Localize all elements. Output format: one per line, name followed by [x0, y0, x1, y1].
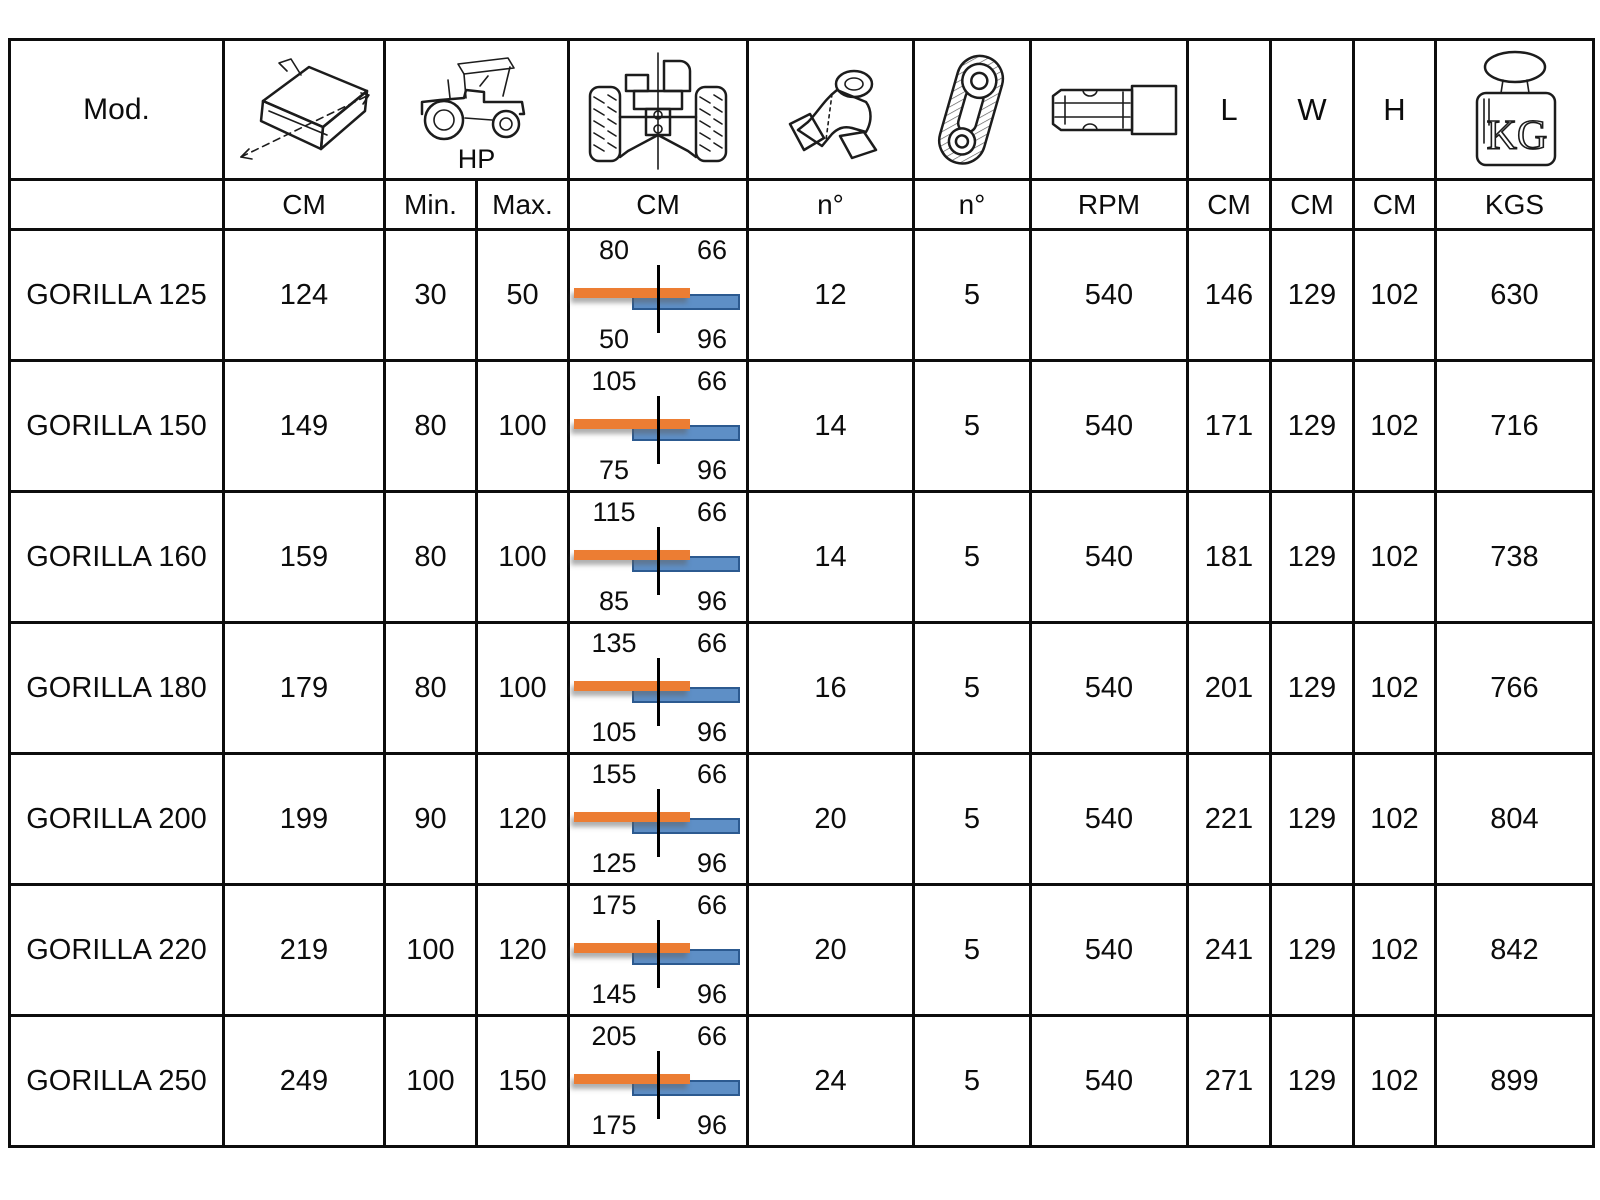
offset-diagram-cell	[569, 361, 748, 492]
length-value: 201	[1188, 623, 1271, 754]
flail-hammer-icon	[766, 52, 896, 168]
offset-top-left: 155	[591, 759, 637, 789]
length-value: 271	[1188, 1016, 1271, 1147]
pto-rpm-value: 540	[1031, 230, 1188, 361]
offset-bottom-left: 75	[598, 455, 630, 485]
width-value: 129	[1271, 885, 1354, 1016]
hp-max-value: 100	[477, 492, 569, 623]
unit-w: CM	[1271, 180, 1354, 230]
flails-value: 20	[748, 885, 914, 1016]
flails-value: 14	[748, 361, 914, 492]
offset-bottom-right: 96	[696, 979, 728, 1009]
working-width-value: 179	[224, 623, 385, 754]
model-name: GORILLA 160	[10, 492, 224, 623]
unit-belts: n°	[914, 180, 1031, 230]
table-row	[10, 492, 1594, 623]
offset-bottom-left: 125	[591, 848, 637, 878]
weight-header	[1436, 40, 1594, 180]
header-icon-row	[10, 40, 1594, 180]
hp-max-value: 100	[477, 361, 569, 492]
orange-bar	[574, 812, 690, 822]
flails-value: 20	[748, 754, 914, 885]
width-value: 129	[1271, 754, 1354, 885]
center-line	[657, 658, 660, 726]
hp-min-value: 30	[385, 230, 477, 361]
working-width-value: 219	[224, 885, 385, 1016]
unit-offset: CM	[569, 180, 748, 230]
hp-header	[385, 40, 569, 180]
unit-h: CM	[1354, 180, 1436, 230]
tractor-rear-icon	[572, 47, 744, 173]
orange-bar	[574, 681, 690, 691]
weight-value: 738	[1436, 492, 1594, 623]
orange-bar	[574, 943, 690, 953]
hp-min-value: 100	[385, 885, 477, 1016]
weight-value: 766	[1436, 623, 1594, 754]
pto-rpm-value: 540	[1031, 361, 1188, 492]
height-value: 102	[1354, 754, 1436, 885]
hp-max-value: 120	[477, 885, 569, 1016]
hp-max-value: 50	[477, 230, 569, 361]
model-name: GORILLA 150	[10, 361, 224, 492]
weight-value: 804	[1436, 754, 1594, 885]
offset-bottom-left: 175	[591, 1110, 637, 1140]
offset-diagram-cell	[569, 230, 748, 361]
height-value: 102	[1354, 885, 1436, 1016]
length-value: 221	[1188, 754, 1271, 885]
offset-bottom-right: 96	[696, 324, 728, 354]
offset-top-right: 66	[696, 235, 728, 265]
belts-value: 5	[914, 885, 1031, 1016]
pto-rpm-value: 540	[1031, 1016, 1188, 1147]
offset-top-right: 66	[696, 628, 728, 658]
pto-rpm-value: 540	[1031, 754, 1188, 885]
pto-header	[1031, 40, 1188, 180]
offset-bottom-left: 105	[591, 717, 637, 747]
width-value: 129	[1271, 623, 1354, 754]
hp-min-value: 80	[385, 361, 477, 492]
empty-unit-cell	[10, 180, 224, 230]
unit-weight: KGS	[1436, 180, 1594, 230]
offset-top-right: 66	[696, 497, 728, 527]
width-value: 129	[1271, 230, 1354, 361]
width-value: 129	[1271, 1016, 1354, 1147]
belts-value: 5	[914, 361, 1031, 492]
weight-value: 630	[1436, 230, 1594, 361]
offset-bottom-right: 96	[696, 455, 728, 485]
height-header: H	[1354, 40, 1436, 180]
working-width-value: 249	[224, 1016, 385, 1147]
hp-min-value: 80	[385, 623, 477, 754]
tractor-side-icon	[402, 52, 552, 144]
offset-diagram	[570, 231, 746, 359]
table-row	[10, 361, 1594, 492]
unit-hp-min: Min.	[385, 180, 477, 230]
orange-bar	[574, 550, 690, 560]
offset-top-right: 66	[696, 1021, 728, 1051]
offset-bottom-left: 85	[598, 586, 630, 616]
table-row	[10, 754, 1594, 885]
table-row	[10, 1016, 1594, 1147]
table-row	[10, 885, 1594, 1016]
model-name: GORILLA 125	[10, 230, 224, 361]
offset-diagram-cell	[569, 754, 748, 885]
height-value: 102	[1354, 492, 1436, 623]
working-width-value: 159	[224, 492, 385, 623]
belt-icon	[922, 47, 1022, 173]
width-header: W	[1271, 40, 1354, 180]
width-value: 129	[1271, 492, 1354, 623]
unit-working-width: CM	[224, 180, 385, 230]
center-line	[657, 396, 660, 464]
offset-diagram	[570, 362, 746, 490]
table-row	[10, 623, 1594, 754]
offset-diagram	[570, 1017, 746, 1145]
belts-value: 5	[914, 754, 1031, 885]
offset-diagram-cell	[569, 492, 748, 623]
center-line	[657, 920, 660, 988]
working-width-value: 149	[224, 361, 385, 492]
mod-header: Mod.	[10, 40, 224, 180]
unit-flails: n°	[748, 180, 914, 230]
offset-diagram	[570, 886, 746, 1014]
model-name: GORILLA 200	[10, 754, 224, 885]
hp-min-value: 100	[385, 1016, 477, 1147]
hp-max-value: 150	[477, 1016, 569, 1147]
offset-bottom-left: 145	[591, 979, 637, 1009]
model-name: GORILLA 220	[10, 885, 224, 1016]
pto-rpm-value: 540	[1031, 885, 1188, 1016]
offset-bottom-right: 96	[696, 717, 728, 747]
flails-value: 12	[748, 230, 914, 361]
belts-value: 5	[914, 623, 1031, 754]
height-value: 102	[1354, 1016, 1436, 1147]
model-name: GORILLA 250	[10, 1016, 224, 1147]
offset-diagram-cell	[569, 623, 748, 754]
hp-label: HP	[457, 144, 496, 174]
hp-max-value: 100	[477, 623, 569, 754]
orange-bar	[574, 419, 690, 429]
length-value: 181	[1188, 492, 1271, 623]
offset-top-left: 80	[598, 235, 630, 265]
offset-diagram	[570, 624, 746, 752]
weight-value: 899	[1436, 1016, 1594, 1147]
length-value: 146	[1188, 230, 1271, 361]
offset-diagram-cell	[569, 1016, 748, 1147]
offset-top-right: 66	[696, 759, 728, 789]
model-name: GORILLA 180	[10, 623, 224, 754]
flails-value: 16	[748, 623, 914, 754]
kg-icon-text: KG	[1486, 112, 1547, 159]
hp-min-value: 90	[385, 754, 477, 885]
working-width-header	[224, 40, 385, 180]
offset-top-right: 66	[696, 890, 728, 920]
width-value: 129	[1271, 361, 1354, 492]
flails-header	[748, 40, 914, 180]
header-unit-row	[10, 180, 1594, 230]
pto-rpm-value: 540	[1031, 623, 1188, 754]
spec-table	[8, 38, 1595, 1148]
height-value: 102	[1354, 230, 1436, 361]
weight-value: 716	[1436, 361, 1594, 492]
offset-diagram	[570, 755, 746, 883]
offset-top-left: 105	[591, 366, 637, 396]
pto-rpm-value: 540	[1031, 492, 1188, 623]
offset-bottom-right: 96	[696, 586, 728, 616]
table-row	[10, 230, 1594, 361]
belts-value: 5	[914, 1016, 1031, 1147]
flails-value: 14	[748, 492, 914, 623]
unit-pto: RPM	[1031, 180, 1188, 230]
working-width-value: 124	[224, 230, 385, 361]
unit-hp-max: Max.	[477, 180, 569, 230]
offset-bottom-right: 96	[696, 1110, 728, 1140]
flail-mower-icon	[229, 51, 379, 169]
length-header: L	[1188, 40, 1271, 180]
belts-value: 5	[914, 492, 1031, 623]
hp-max-value: 120	[477, 754, 569, 885]
offset-diagram	[570, 493, 746, 621]
offset-top-left: 175	[591, 890, 637, 920]
offset-bottom-left: 50	[598, 324, 630, 354]
center-line	[657, 527, 660, 595]
unit-l: CM	[1188, 180, 1271, 230]
offset-header	[569, 40, 748, 180]
offset-top-right: 66	[696, 366, 728, 396]
offset-bottom-right: 96	[696, 848, 728, 878]
center-line	[657, 265, 660, 333]
hp-min-value: 80	[385, 492, 477, 623]
offset-top-left: 205	[591, 1021, 637, 1051]
length-value: 171	[1188, 361, 1271, 492]
flails-value: 24	[748, 1016, 914, 1147]
weight-value: 842	[1436, 885, 1594, 1016]
orange-bar	[574, 288, 690, 298]
offset-diagram-cell	[569, 885, 748, 1016]
pto-shaft-icon	[1035, 62, 1183, 158]
length-value: 241	[1188, 885, 1271, 1016]
offset-top-left: 115	[592, 497, 636, 527]
working-width-value: 199	[224, 754, 385, 885]
belts-header	[914, 40, 1031, 180]
offset-top-left: 135	[591, 628, 637, 658]
orange-bar	[574, 1074, 690, 1084]
height-value: 102	[1354, 623, 1436, 754]
belts-value: 5	[914, 230, 1031, 361]
center-line	[657, 1051, 660, 1119]
center-line	[657, 789, 660, 857]
height-value: 102	[1354, 361, 1436, 492]
weight-kg-icon	[1453, 47, 1577, 173]
